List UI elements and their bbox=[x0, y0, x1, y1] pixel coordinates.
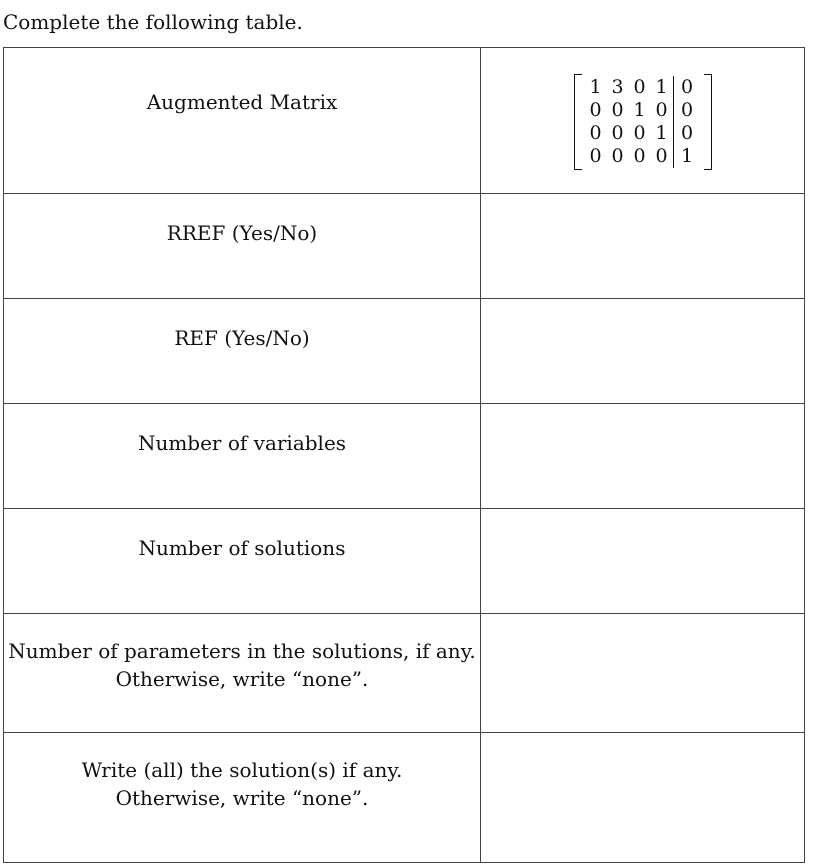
matrix-entry-augmented: 0 bbox=[673, 99, 701, 122]
matrix-entry: 0 bbox=[655, 99, 668, 121]
answer-cell-parameters[interactable] bbox=[481, 614, 805, 733]
matrix-entry: 0 bbox=[633, 76, 646, 98]
matrix-entry: 0 bbox=[633, 145, 646, 167]
row-label: Augmented Matrix bbox=[146, 89, 338, 114]
row-label-line: Otherwise, write “none”. bbox=[115, 667, 369, 691]
matrix-entry: 0 bbox=[589, 99, 602, 121]
row-label-line: Number of parameters in the solutions, if any. bbox=[8, 639, 476, 663]
row-label-cell bbox=[4, 509, 481, 614]
table-row bbox=[4, 509, 805, 614]
answer-cell-variables[interactable] bbox=[481, 404, 805, 509]
matrix-entry: 3 bbox=[611, 76, 624, 98]
matrix-entry: 1 bbox=[655, 122, 668, 144]
matrix-entries bbox=[582, 74, 704, 170]
table-row bbox=[4, 48, 805, 194]
row-label-cell bbox=[4, 194, 481, 299]
instruction-text: Complete the following table. bbox=[3, 10, 303, 34]
augmented-matrix-cell bbox=[481, 48, 805, 194]
answer-cell-rref[interactable] bbox=[481, 194, 805, 299]
row-label-cell bbox=[4, 48, 481, 194]
row-label: RREF (Yes/No) bbox=[166, 221, 318, 245]
right-bracket bbox=[704, 74, 712, 170]
matrix-entry: 0 bbox=[655, 145, 668, 167]
row-label: Number of variables bbox=[137, 431, 347, 455]
table-row bbox=[4, 733, 805, 863]
answer-cell-solutions[interactable] bbox=[481, 509, 805, 614]
row-label-cell bbox=[4, 733, 481, 863]
table-row bbox=[4, 404, 805, 509]
row-label-line: Write (all) the solution(s) if any. bbox=[81, 757, 403, 782]
matrix-entry: 0 bbox=[611, 145, 624, 167]
answer-cell-solution-set[interactable] bbox=[481, 733, 805, 863]
row-label-cell bbox=[4, 614, 481, 733]
left-bracket bbox=[574, 74, 582, 170]
matrix-entry-augmented: 1 bbox=[673, 145, 701, 168]
matrix-entry-augmented: 0 bbox=[673, 76, 701, 99]
row-label: Number of solutions bbox=[138, 536, 346, 560]
table-row bbox=[4, 614, 805, 733]
answer-cell-ref[interactable] bbox=[481, 299, 805, 404]
matrix-entry: 0 bbox=[589, 145, 602, 167]
worksheet-table bbox=[3, 47, 805, 863]
matrix-entry: 1 bbox=[655, 76, 668, 98]
matrix-entry: 0 bbox=[611, 122, 624, 144]
table-row bbox=[4, 299, 805, 404]
matrix-entry: 0 bbox=[633, 122, 646, 144]
matrix-entry: 0 bbox=[611, 99, 624, 121]
row-label-cell bbox=[4, 404, 481, 509]
matrix-entry: 1 bbox=[633, 99, 646, 121]
matrix-entry: 0 bbox=[589, 122, 602, 144]
row-label-line: Otherwise, write “none”. bbox=[115, 785, 369, 810]
row-label: REF (Yes/No) bbox=[174, 326, 310, 350]
matrix-entry-augmented: 0 bbox=[673, 122, 701, 145]
augmented-matrix bbox=[574, 74, 712, 170]
table-row bbox=[4, 194, 805, 299]
row-label-cell bbox=[4, 299, 481, 404]
matrix-entry: 1 bbox=[589, 76, 602, 98]
